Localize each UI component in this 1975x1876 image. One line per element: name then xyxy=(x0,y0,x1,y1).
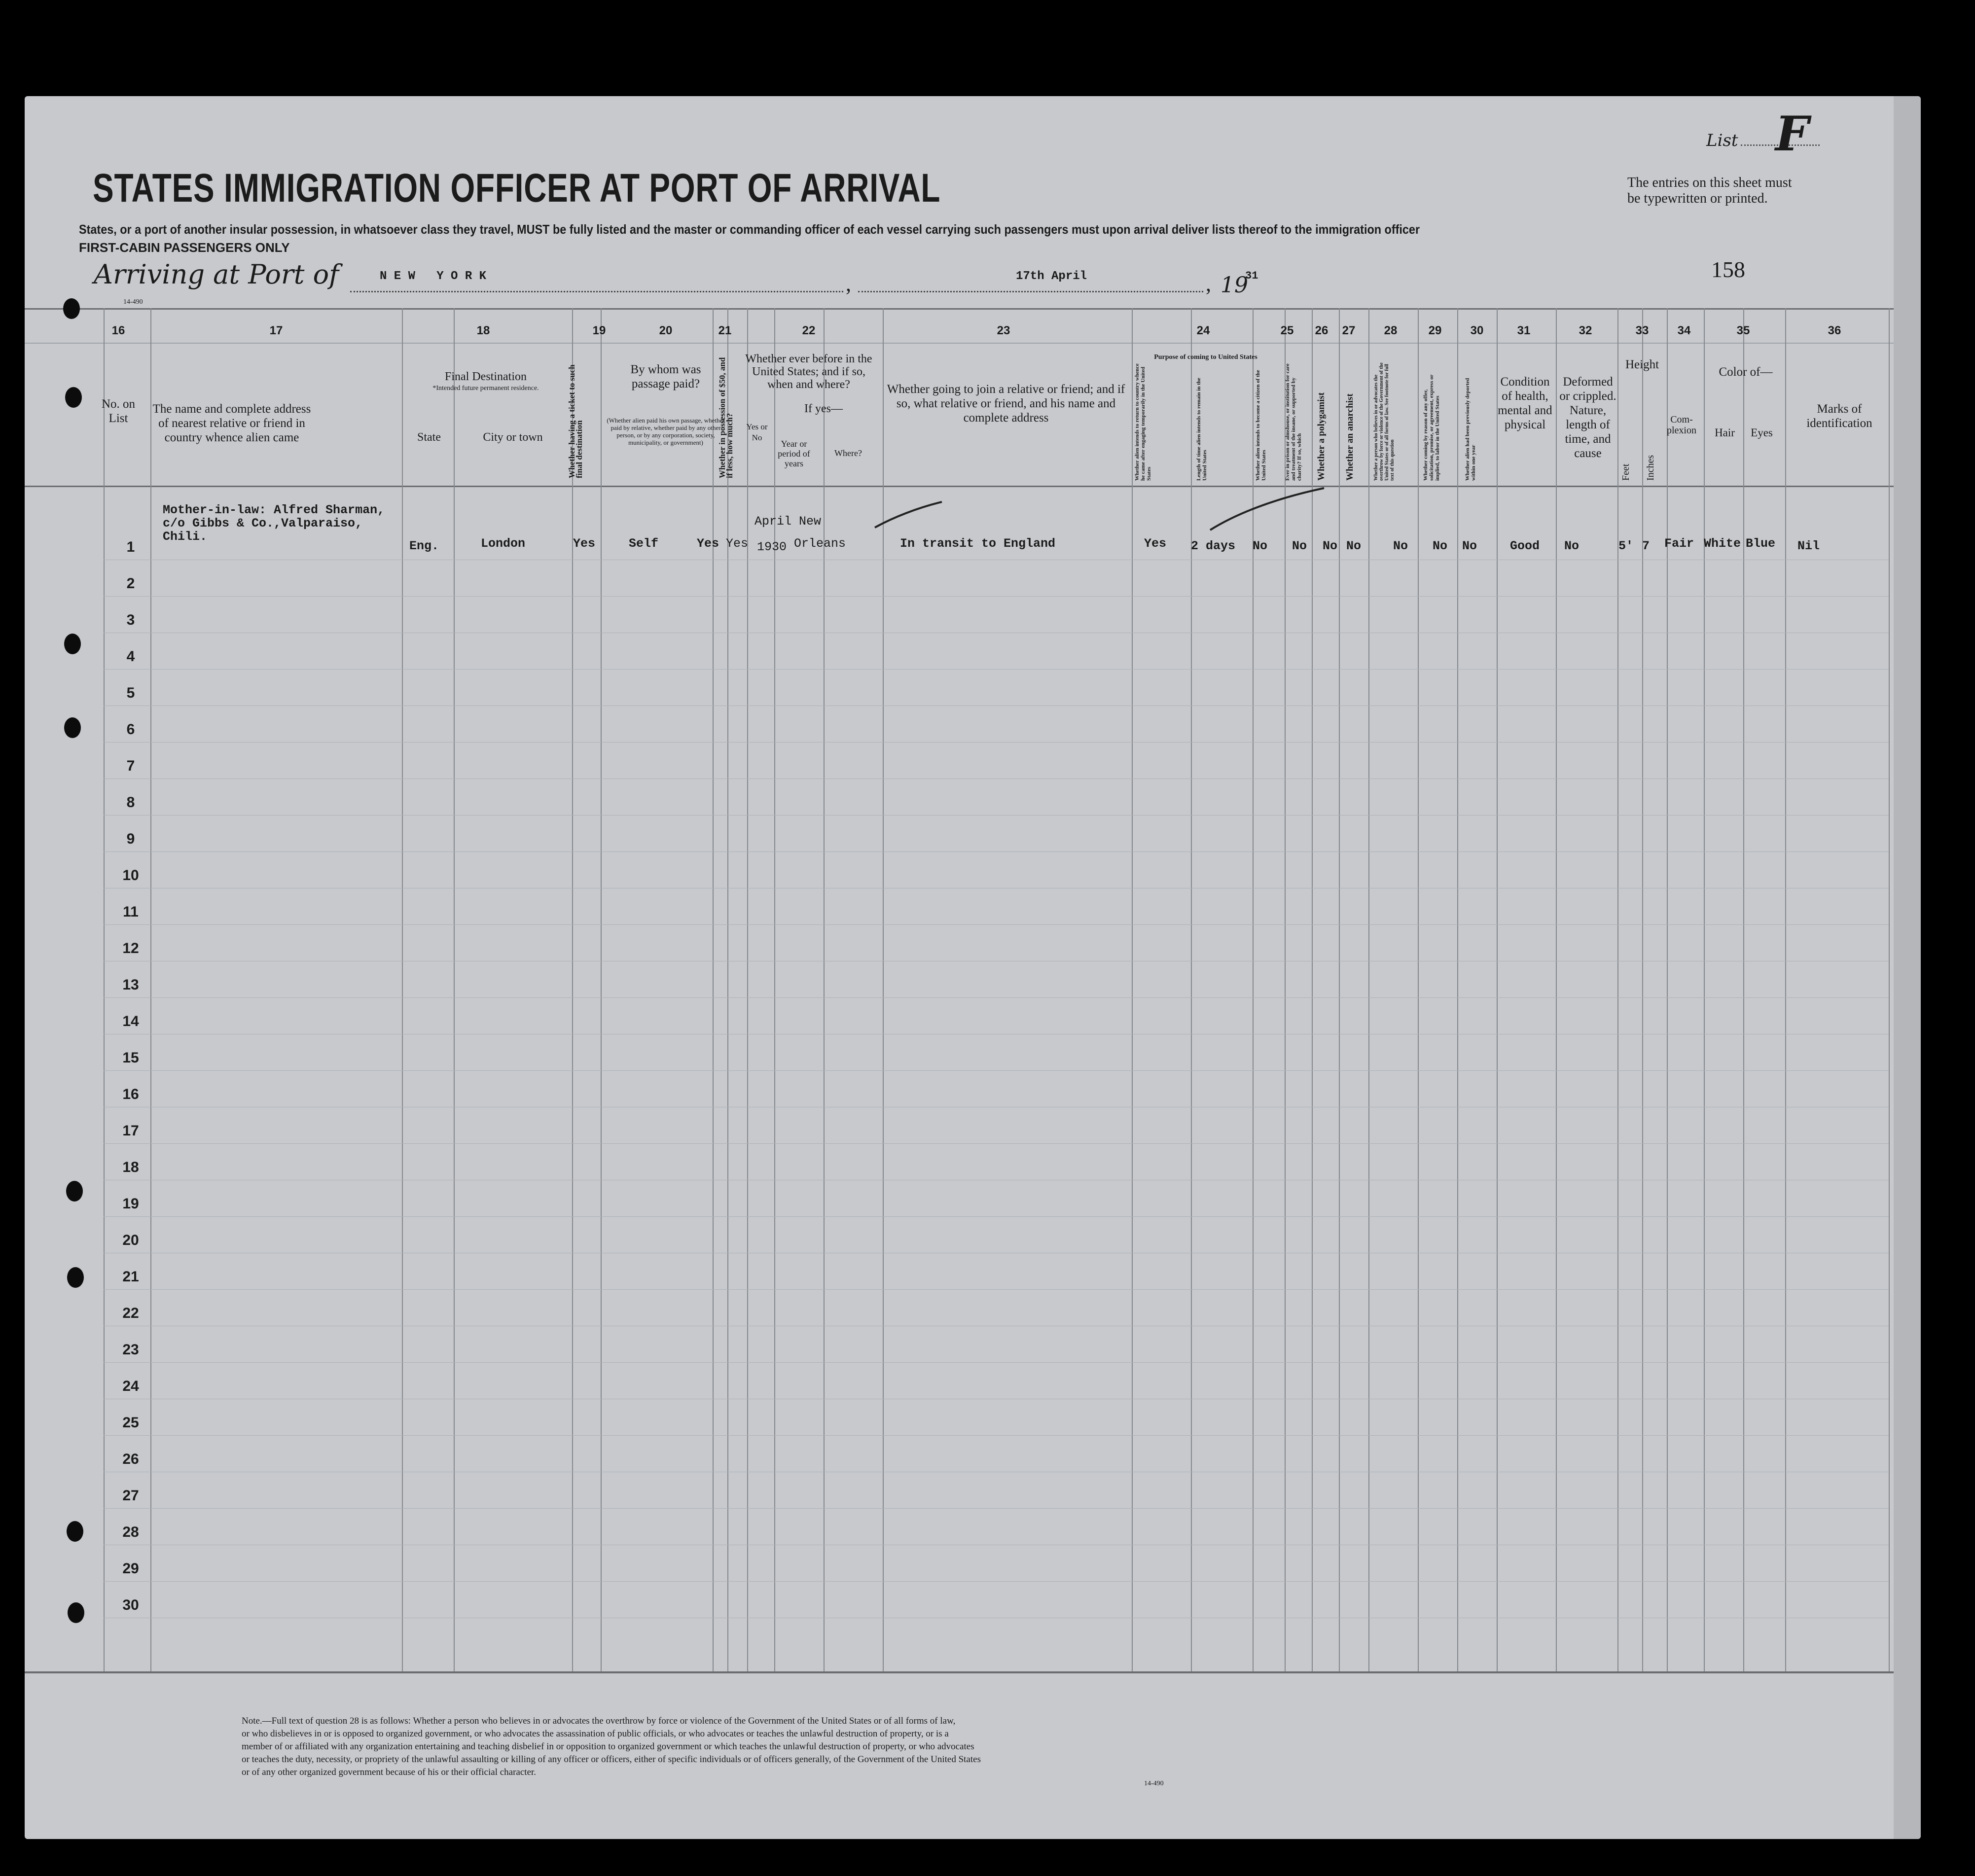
col-35-hair: Hair xyxy=(1715,426,1735,439)
manifest-sheet xyxy=(25,96,1921,1839)
row1-paid-by: Self xyxy=(629,536,659,551)
column-line xyxy=(1132,308,1133,1671)
row1-deported: No xyxy=(1462,539,1477,553)
row1-before-us: Yes xyxy=(726,536,749,551)
comma-2: , xyxy=(1206,272,1211,296)
form-code-top: 14-490 xyxy=(123,298,143,306)
year-prefix: 19 xyxy=(1221,273,1248,298)
col-16-label: No. on List xyxy=(101,397,136,425)
col-18-sub: *Intended future permanent residence. xyxy=(432,385,539,392)
row1-health: Good xyxy=(1510,539,1540,553)
column-line xyxy=(601,308,602,1671)
binder-hole xyxy=(64,717,81,738)
col-18-city: City or town xyxy=(483,431,543,444)
comma-1: , xyxy=(846,272,851,296)
column-line xyxy=(1368,308,1369,1671)
col-18-state: State xyxy=(417,431,441,444)
row-rule xyxy=(104,1289,1889,1290)
row1-before-when-2: 1930 xyxy=(757,540,787,554)
row-number: 11 xyxy=(123,904,139,920)
binder-hole xyxy=(65,387,82,408)
column-line xyxy=(727,308,728,1671)
row-number: 28 xyxy=(122,1524,139,1540)
col-22-label: Whether ever before in the United States; and if so, when and where? xyxy=(745,353,872,391)
row-rule xyxy=(104,1362,1889,1363)
list-value: F xyxy=(1775,106,1809,162)
col-20-label: By whom was passage paid? xyxy=(630,363,701,390)
row-rule xyxy=(104,997,1889,998)
row-rule xyxy=(104,1508,1889,1509)
row-number: 8 xyxy=(126,794,135,811)
col-num-19: 19 xyxy=(592,324,606,337)
column-line xyxy=(1339,308,1340,1671)
row1-relative-line3: Chili. xyxy=(163,530,208,544)
col-35-eyes: Eyes xyxy=(1751,426,1773,439)
row1-before-when-1: April xyxy=(754,514,792,529)
check-mark-col22 xyxy=(873,498,947,532)
row-rule xyxy=(104,924,1889,925)
row1-complexion: Fair xyxy=(1664,536,1694,551)
col-17-label: The name and complete address of nearest relative or friend in country whence alien came xyxy=(152,402,311,444)
row-rule xyxy=(104,1216,1889,1217)
row1-relative-line1: Mother-in-law: Alfred Sharman, xyxy=(163,503,385,517)
col-29-label: Whether coming by reason of any offer, solicitation, promise, or agreement, express or implied, to labor in the United States xyxy=(1423,374,1440,481)
row1-city: London xyxy=(481,536,526,551)
binder-hole xyxy=(67,1521,83,1542)
page-title: STATES IMMIGRATION OFFICER AT PORT OF ARRIVAL xyxy=(93,166,941,211)
row-number: 15 xyxy=(122,1050,139,1066)
row-number: 7 xyxy=(126,758,135,774)
column-line xyxy=(1191,308,1192,1671)
column-line xyxy=(1418,308,1419,1671)
row-number: 10 xyxy=(122,867,139,884)
col-30-label: Whether alien had been previously deported within one year xyxy=(1465,378,1476,481)
column-line xyxy=(774,308,775,1671)
row-number: 12 xyxy=(122,940,139,956)
binder-hole xyxy=(64,634,81,654)
col-36-label: Marks of identification xyxy=(1806,402,1872,430)
row1-length: 2 days xyxy=(1191,539,1236,553)
row-rule xyxy=(104,1435,1889,1436)
row-rule xyxy=(104,851,1889,852)
col-num-21: 21 xyxy=(718,324,732,337)
footnote-line-4: or teaches the duty, necessity, or propriety of the unlawful assaulting or killing of any officer or officers, either of specific individuals or of officers generally, of the Government of the United States xyxy=(242,1754,981,1765)
port-value: N E W Y O R K xyxy=(380,270,487,283)
row-number: 21 xyxy=(122,1269,139,1285)
table-top-rule xyxy=(25,308,1894,310)
col-num-27: 27 xyxy=(1342,324,1356,337)
column-line xyxy=(1497,308,1498,1671)
row-number: 6 xyxy=(126,721,135,738)
col-num-34: 34 xyxy=(1677,324,1691,337)
col-24-sub1: Whether alien intends to return to country whence he came after engaging temporarily in the United States xyxy=(1134,363,1152,481)
row-number: 18 xyxy=(122,1159,139,1175)
row1-inches: 7 xyxy=(1642,539,1650,553)
row-number: 16 xyxy=(122,1086,139,1102)
page-edge-right xyxy=(1894,96,1921,1839)
col-22-yesno: Yes or No xyxy=(746,422,768,442)
column-line xyxy=(454,308,455,1671)
note-right-1: The entries on this sheet must xyxy=(1627,175,1792,190)
col-24-sub2: Length of time alien intends to remain in the United States xyxy=(1196,378,1208,481)
row-number: 24 xyxy=(122,1378,139,1394)
year-suffix: 31 xyxy=(1245,270,1258,282)
col-num-17: 17 xyxy=(269,324,283,337)
row1-labor: No xyxy=(1433,539,1448,553)
row1-before-where-1: New xyxy=(799,514,822,529)
col-33-label: Height xyxy=(1625,358,1659,371)
instructions-text: States, or a port of another insular possession, in whatsoever class they travel, MUST be fully listed and the master or commanding officer of each vessel carrying such passengers must upon arrival deliver lists thereof to the immigration officer xyxy=(79,222,1420,237)
row1-citizen: No xyxy=(1253,539,1268,553)
port-dotted-line xyxy=(350,291,843,292)
col-31-label: Condition of health, mental and physical xyxy=(1498,375,1552,431)
row-number: 19 xyxy=(122,1196,139,1212)
class-line: FIRST-CABIN PASSENGERS ONLY xyxy=(79,240,290,255)
row-number: 3 xyxy=(126,612,135,628)
row-rule xyxy=(104,596,1889,597)
row-number: 14 xyxy=(122,1013,139,1029)
row-number: 17 xyxy=(122,1123,139,1139)
row-number: 1 xyxy=(126,539,135,555)
row1-state: Eng. xyxy=(409,539,439,553)
row-number: 5 xyxy=(126,685,135,701)
column-line xyxy=(1889,308,1890,1671)
row-rule xyxy=(104,1143,1889,1144)
row1-return: Yes xyxy=(1144,536,1167,551)
col-22-where: Where? xyxy=(834,448,862,458)
column-line xyxy=(572,308,573,1671)
binder-hole xyxy=(66,1181,83,1202)
column-line xyxy=(402,308,403,1671)
row-number: 27 xyxy=(122,1487,139,1504)
row-number: 4 xyxy=(126,648,135,665)
row-rule xyxy=(104,1070,1889,1071)
col-24-sub3: Whether alien intends to become a citizen of the United States xyxy=(1255,370,1267,481)
col-26-label: Whether a polygamist xyxy=(1316,392,1327,481)
col-num-25: 25 xyxy=(1280,324,1294,337)
arriving-label: Arriving at Port of xyxy=(94,259,339,290)
row1-ticket: Yes xyxy=(573,536,596,551)
row1-possession: Yes xyxy=(697,536,719,551)
column-line xyxy=(747,308,748,1671)
row-number: 30 xyxy=(122,1597,139,1613)
date-dotted-line xyxy=(858,291,1203,292)
col-32-label: Deformed or crippled. Nature, length of time, and cause xyxy=(1559,375,1616,460)
column-line xyxy=(1617,308,1618,1671)
row1-marks: Nil xyxy=(1797,539,1820,553)
col-19-label: Whether having a ticket to such final destination xyxy=(567,364,584,478)
sheet-number: 158 xyxy=(1711,257,1745,282)
row1-relative-line2: c/o Gibbs & Co.,Valparaiso, xyxy=(163,516,363,531)
col-22-ifyes: If yes— xyxy=(804,402,843,415)
row1-overthrow: No xyxy=(1393,539,1408,553)
col-33-feet: Feet xyxy=(1620,463,1631,481)
column-line xyxy=(1556,308,1557,1671)
col-num-23: 23 xyxy=(997,324,1010,337)
col-number-rule xyxy=(25,343,1894,344)
col-num-29: 29 xyxy=(1428,324,1442,337)
row-number: 29 xyxy=(122,1560,139,1577)
col-27-label: Whether an anarchist xyxy=(1345,393,1355,481)
row-number: 23 xyxy=(122,1342,139,1358)
list-label: List xyxy=(1706,131,1738,150)
column-line xyxy=(1743,308,1744,1671)
note-right-2: be typewritten or printed. xyxy=(1627,191,1768,206)
column-line xyxy=(1667,308,1668,1671)
arrival-date: 17th April xyxy=(1016,270,1087,283)
row-number: 2 xyxy=(126,575,135,592)
column-line xyxy=(1785,308,1786,1671)
col-num-26: 26 xyxy=(1315,324,1329,337)
col-22-years: Year or period of years xyxy=(778,439,810,468)
row1-deformed: No xyxy=(1564,539,1580,553)
footnote-line-1: Note.—Full text of question 28 is as follows: Whether a person who believes in or advocates the overthrow by force or violence of the Government of the United States or of all forms of law, xyxy=(242,1716,956,1726)
row-rule xyxy=(104,1581,1889,1582)
col-num-24: 24 xyxy=(1196,324,1210,337)
header-bottom-rule xyxy=(25,486,1894,487)
row-number: 26 xyxy=(122,1451,139,1467)
column-line xyxy=(1704,308,1705,1671)
row1-feet: 5' xyxy=(1618,539,1634,553)
row-rule xyxy=(104,669,1889,670)
table-bottom-rule xyxy=(25,1671,1894,1673)
column-line xyxy=(1642,308,1643,1671)
binder-hole xyxy=(67,1267,84,1288)
row-rule xyxy=(104,742,1889,743)
col-20-sub: (Whether alien paid his own passage, whether paid by relative, whether paid by any other person, or by any corporation, society, municipality, or government) xyxy=(607,417,725,446)
row-number: 9 xyxy=(126,831,135,847)
col-num-28: 28 xyxy=(1384,324,1398,337)
binder-hole xyxy=(68,1602,84,1623)
row-number: 13 xyxy=(122,977,139,993)
col-num-20: 20 xyxy=(659,324,673,337)
col-25-label: Ever in prison or almshouse, or institution for care and treatment of the insane, or supported by charity? If so, which xyxy=(1285,363,1302,481)
col-num-30: 30 xyxy=(1470,324,1484,337)
col-33-inches: Inches xyxy=(1645,455,1656,481)
col-21-label: Whether in possession of $50, and if less, how much? xyxy=(718,357,734,478)
col-num-16: 16 xyxy=(111,324,125,337)
col-num-36: 36 xyxy=(1828,324,1841,337)
col-23-label: Whether going to join a relative or friend; and if so, what relative or friend, and his name and complete address xyxy=(887,383,1125,425)
row1-prison: No xyxy=(1292,539,1307,553)
col-num-35: 35 xyxy=(1736,324,1750,337)
col-34-label: Com-plexion xyxy=(1667,414,1696,436)
row1-polygamist: No xyxy=(1323,539,1338,553)
col-35-label: Color of— xyxy=(1719,365,1773,379)
row-number: 25 xyxy=(122,1415,139,1431)
row1-before-where-2: Orleans xyxy=(794,536,846,551)
col-18-label: Final Destination xyxy=(445,370,527,383)
col-num-22: 22 xyxy=(802,324,816,337)
footnote-line-2: or who disbelieves in or is opposed to organized government, or who advocates the assassination of public officials, or who advocates or teaches the unlawful destruction of property, or is a xyxy=(242,1729,949,1739)
check-mark-col24 xyxy=(1208,486,1327,535)
col-24-label: Purpose of coming to United States xyxy=(1154,354,1257,361)
column-line xyxy=(1457,308,1458,1671)
col-num-33: 33 xyxy=(1635,324,1649,337)
binder-hole xyxy=(63,298,80,319)
footnote-line-3: member of or affiliated with any organization entertaining and teaching disbelief in or opposition to organized government or which teaches the unlawful destruction of property, or who advocates xyxy=(242,1741,974,1752)
row1-hair: White xyxy=(1704,536,1741,551)
column-line xyxy=(824,308,825,1671)
col-28-label: Whether a person who believes in or advocates the overthrow by force or violence of the Government of the United States or of all forms of law. See footnote for full text of this question xyxy=(1373,362,1395,481)
row-number: 20 xyxy=(122,1232,139,1248)
row1-eyes: Blue xyxy=(1746,536,1776,551)
col-num-31: 31 xyxy=(1517,324,1531,337)
column-line xyxy=(713,308,714,1671)
row1-anarchist: No xyxy=(1346,539,1362,553)
row1-join: In transit to England xyxy=(900,536,1056,551)
row-number: 22 xyxy=(122,1305,139,1321)
form-code-bottom: 14-490 xyxy=(1144,1780,1164,1787)
col-num-32: 32 xyxy=(1579,324,1592,337)
col-num-18: 18 xyxy=(476,324,490,337)
footnote-line-5: or of any other organized government because of his or their official character. xyxy=(242,1767,537,1777)
